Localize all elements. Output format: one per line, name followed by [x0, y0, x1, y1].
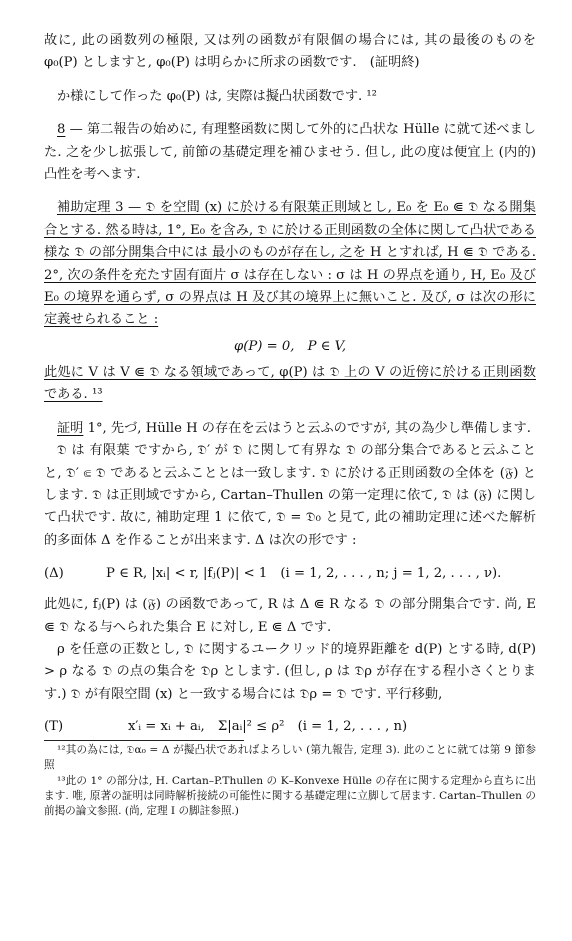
section-text: — 第二報告の始めに, 有理整函数に関して外的に凸状な Hülle に就て述べました. 之を少し拡張して, 前節の基礎定理を補ひませう. 但し, 此の度は便宜上 (内的) 凸性を考へます.: [44, 122, 536, 183]
footnote-13: ¹³此の 1° の部分は, H. Cartan–P.Thullen の K–Konvexe Hülle の存在に関する定理から直ちに出ます. 唯, 原著の証明は同時解析接続の可能性に関する基礎定理に立脚して居ます. Cartan–Thullen の前掲の論文参照. (尚, 定理 I の脚註参照.): [44, 774, 536, 817]
section-number: 8: [57, 122, 66, 138]
lemma-statement: 補助定理 3 — 𝔇 を空間 (x) に於ける有限葉正則域とし, E₀ を E₀ ⋐ 𝔇 なる開集合とする. 然る時は, 1°, E₀ を含み, 𝔇 に於ける正則函数の全体に関して凸状である様な 𝔇 の部分開集合中には 最小のものが存在し, 之を H とすれば, H ⋐ 𝔇 である. 2°, 次の条件を充たす固有面片 σ は存在しない : σ は H の界点を通り, H, E₀ 及び E₀ の境界を通らず, σ の界点は H 及び其の境界上に無いこと. 及び, σ は次の形に定義せられること :: [44, 200, 536, 328]
equation: P ∈ R, |xᵢ| < r, |fⱼ(P)| < 1 (i = 1, 2, . . . , n; j = 1, 2, . . . , ν).: [106, 566, 502, 582]
section-8-intro: [44, 119, 536, 186]
lemma-statement-cont: 此処に V は V ⋐ 𝔇 なる領域であって, φ(P) は 𝔇 上の V の近傍に於ける正則函数である. ¹³: [44, 364, 536, 403]
equation: x′ᵢ = xᵢ + aᵢ, Σ|aᵢ|² ≤ ρ² (i = 1, 2, . . . , n): [128, 719, 408, 735]
delta-formula-row: [44, 562, 536, 586]
paragraph: 𝔇 は 有限葉 ですから, 𝔇′ が 𝔇 に関して有界な 𝔇 の部分集合であると云ふことと, 𝔇′ ⋐ 𝔇 であると云ふこととは一致します. 𝔇 に於ける正則函数の全体を (𝔉) とします. 𝔇 は正則域ですから, Cartan–Thullen の第一定理に依て, 𝔇 は (𝔉) に関して凸状です. 故に, 補助定理 1 に依て, 𝔇 = 𝔇₀ と見て, 此の補助定理に述べた解析的多面体 Δ を作ることが出来ます. Δ は次の形です :: [44, 443, 536, 548]
paragraph: 故に, 此の函数列の極限, 又は列の函数が有限個の場合には, 其の最後のものを φ₀(P) としますと, φ₀(P) は明らかに所求の函数です. (証明終): [44, 33, 536, 71]
proof-text: 1°, 先づ, Hülle H の存在を云はうと云ふのですが, 其の為少し準備します.: [83, 420, 531, 436]
proof-label: 証明: [57, 420, 84, 436]
paragraph: ρ を任意の正数とし, 𝔇 に関するユークリッド的境界距離を d(P) とする時, d(P) > ρ なる 𝔇 の点の集合を 𝔇ρ とします. (但し, ρ は 𝔇ρ が存在する程小さくとります.) 𝔇 が有限空間 (x) と一致する場合には 𝔇ρ = 𝔇 です. 平行移動,: [44, 641, 536, 702]
footnote-12: ¹²其の為には, 𝔇α₀ = Δ が擬凸状であればよろしい (第九報告, 定理 3). 此のことに就ては第 9 節参照: [44, 744, 536, 772]
lemma-3: [44, 197, 536, 331]
paragraph: 此処に, fⱼ(P) は (𝔉) の函数であって, R は Δ ⋐ R なる 𝔇 の部分開集合です. 尚, E ⋐ 𝔇 なる与へられた集合 E に対し, E ⋐ Δ です.: [44, 597, 536, 635]
lemma-formula: φ(P) = 0, P ∈ V,: [233, 338, 347, 354]
proof-intro: [44, 418, 536, 440]
equation-tag: (Δ): [44, 566, 64, 582]
paragraph: か様にして作った φ₀(P) は, 実際は擬凸状函数です. ¹²: [57, 88, 377, 104]
equation-tag: (T): [44, 719, 64, 735]
T-formula-row: [44, 716, 536, 738]
footnote-rule: [44, 740, 244, 741]
lemma-3-cont: [44, 362, 536, 407]
